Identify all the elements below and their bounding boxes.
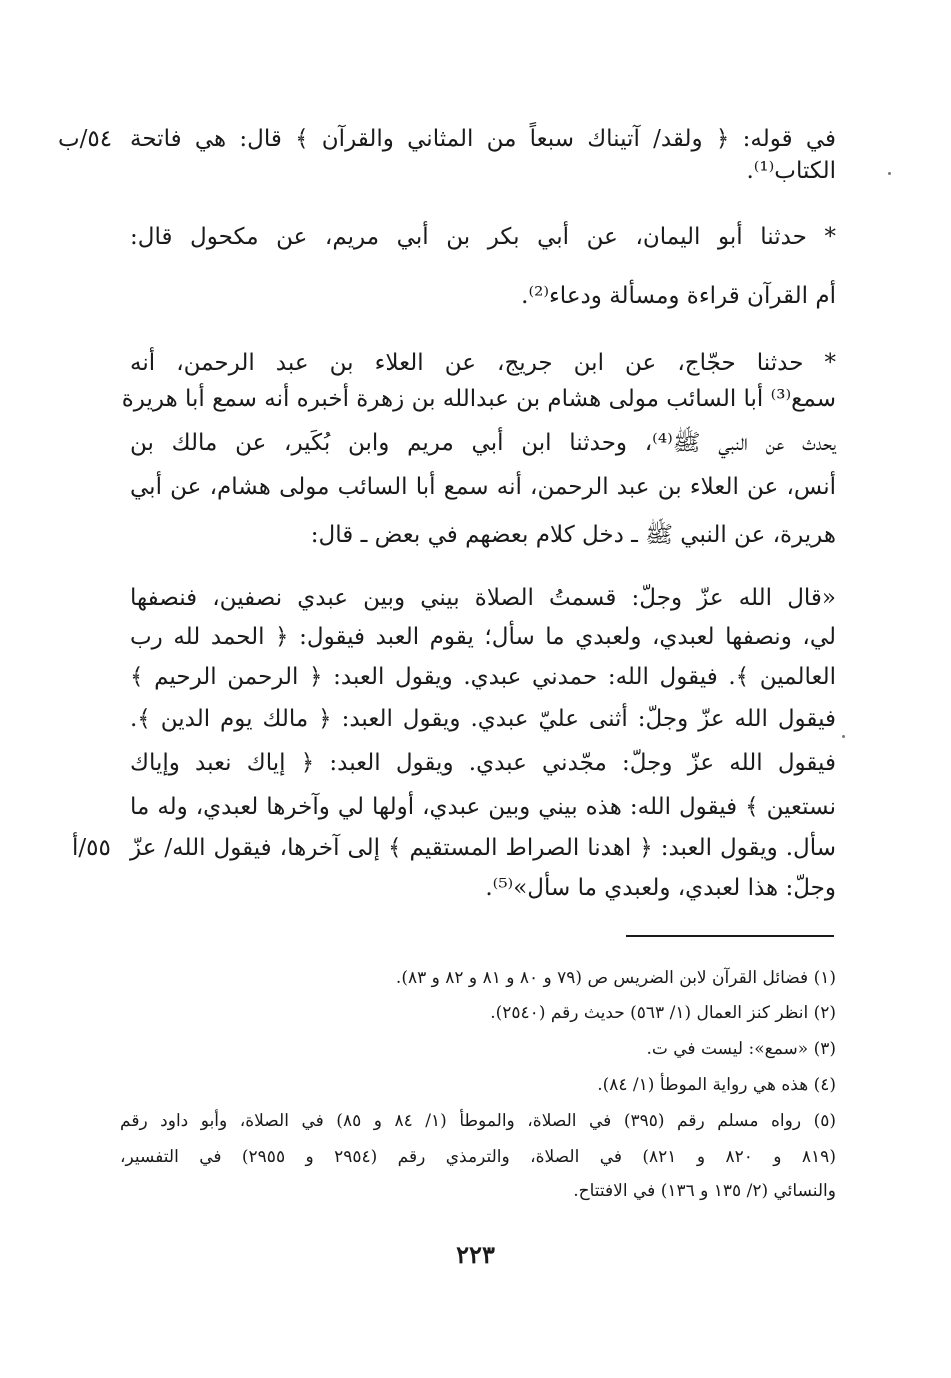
body-line-14: فيقول الله عزّ وجلّ: مجّدني عبدي. ويقول العبد: ﴿ إياك نعبد وإياك xyxy=(130,750,836,776)
body-line-15: نستعين ﴾ فيقول الله: هذه بيني وبين عبدي، أولها لي وآخرها لعبدي، وله ما xyxy=(130,794,836,820)
body-line-13: فيقول الله عزّ وجلّ: أثنى عليّ عبدي. ويقول العبد: ﴿ مالك يوم الدين ﴾. xyxy=(130,706,836,732)
body-line-16: سأل. ويقول العبد: ﴿ اهدنا الصراط المستقيم ﴾ إلى آخرها، فيقول الله/ عزّ xyxy=(130,835,836,861)
page-number: ٢٢٣ xyxy=(456,1240,495,1269)
body-line-8: أنس، عن العلاء بن عبد الرحمن، أنه سمع أبا السائب مولى هشام، عن أبي xyxy=(130,474,836,500)
footnote-4: (٤) هذه هي رواية الموطأ (١/ ٨٤). xyxy=(597,1075,836,1095)
body-line-17: وجلّ: هذا لعبدي، ولعبدي ما سأل»⁽⁵⁾. xyxy=(485,875,836,901)
body-line-7: يحدث عن النبي ﷺ⁽⁴⁾، وحدثنا ابن أبي مريم وابن بُكَير، عن مالك بن xyxy=(130,430,836,456)
footnote-5-line-3: والنسائي (٢/ ١٣٥ و ١٣٦) في الافتتاح. xyxy=(573,1181,836,1201)
footnote-5-line-2: (٨١٩ و ٨٢٠ و ٨٢١) في الصلاة، والترمذي رقم (٢٩٥٤ و ٢٩٥٥) في التفسير، xyxy=(120,1147,836,1167)
body-line-11: لي، ونصفها لعبدي، ولعبدي ما سأل؛ يقوم العبد فيقول: ﴿ الحمد لله رب xyxy=(130,624,836,650)
body-line-10: «قال الله عزّ وجلّ: قسمتُ الصلاة بيني وبين عبدي نصفين، فنصفها xyxy=(130,585,836,611)
body-line-2: الكتاب⁽¹⁾. xyxy=(746,158,836,184)
body-line-6: سمع⁽³⁾ أبا السائب مولى هشام بن عبدالله بن زهرة أخبره أنه سمع أبا هريرة xyxy=(121,386,836,412)
margin-note-folio-55a: ٥٥/أ xyxy=(72,835,111,861)
body-line-12: العالمين ﴾. فيقول الله: حمدني عبدي. ويقول العبد: ﴿ الرحمن الرحيم ﴾ xyxy=(130,664,836,690)
scan-speck xyxy=(842,735,845,738)
footnote-separator xyxy=(626,935,834,937)
body-line-5: * حدثنا حجّاج، عن ابن جريج، عن العلاء بن عبد الرحمن، أنه xyxy=(130,350,836,376)
body-line-4: أم القرآن قراءة ومسألة ودعاء⁽²⁾. xyxy=(521,283,836,309)
margin-note-folio-54b: ٥٤/ب xyxy=(58,126,113,152)
footnote-5-line-1: (٥) رواه مسلم رقم (٣٩٥) في الصلاة، والموطأ (١/ ٨٤ و ٨٥) في الصلاة، وأبو داود رقم xyxy=(120,1111,836,1131)
footnote-2: (٢) انظر كنز العمال (١/ ٥٦٣) حديث رقم (٢٥٤٠). xyxy=(490,1003,836,1023)
footnote-3: (٣) «سمع»: ليست في ت. xyxy=(646,1039,836,1059)
body-line-9: هريرة، عن النبي ﷺ ـ دخل كلام بعضهم في بعض ـ قال: xyxy=(310,522,836,548)
body-line-3: * حدثنا أبو اليمان، عن أبي بكر بن أبي مريم، عن مكحول قال: xyxy=(130,224,836,250)
scan-speck xyxy=(888,172,891,175)
body-line-1: في قوله: ﴿ ولقد/ آتيناك سبعاً من المثاني والقرآن ﴾ قال: هي فاتحة xyxy=(130,126,836,152)
footnote-1: (١) فضائل القرآن لابن الضريس ص (٧٩ و ٨٠ و ٨١ و ٨٢ و ٨٣). xyxy=(395,968,836,988)
